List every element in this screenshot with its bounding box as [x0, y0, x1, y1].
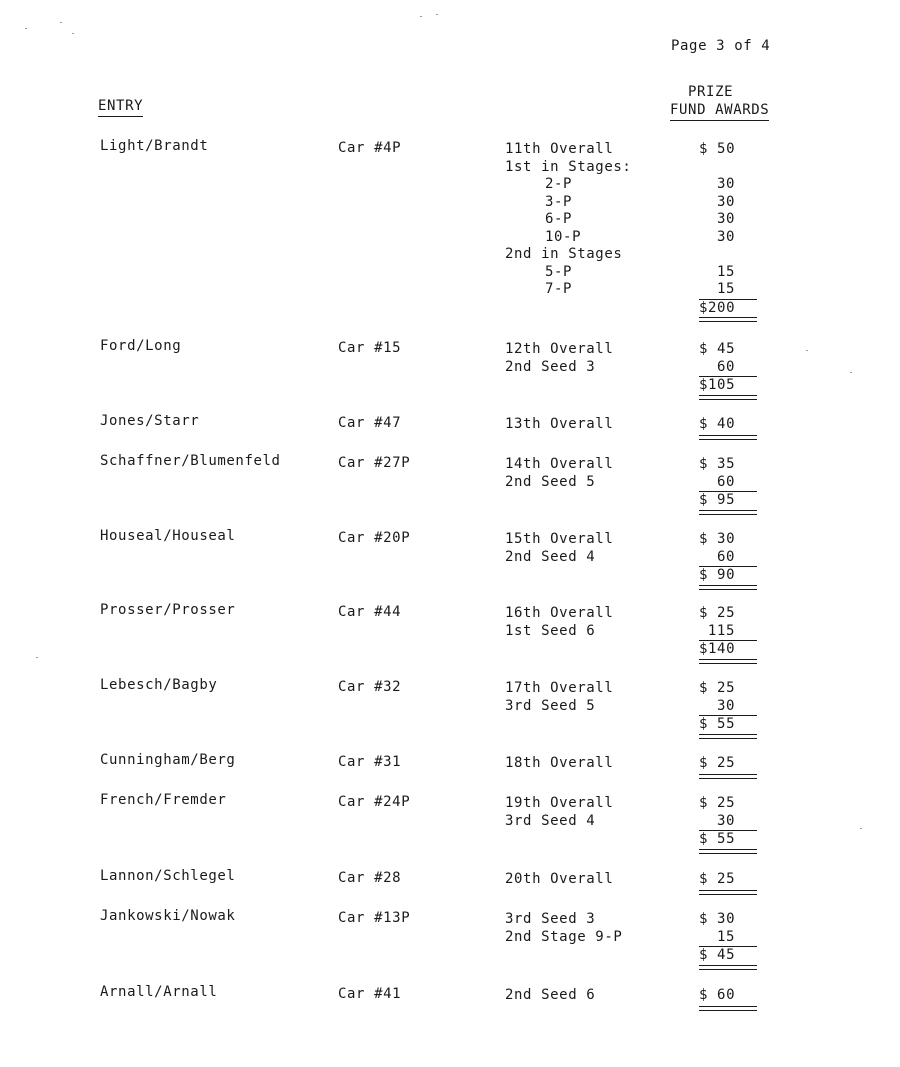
- entry-name: Lannon/Schlegel: [100, 868, 236, 884]
- award-line: 18th Overall: [505, 755, 614, 771]
- entry-name: Prosser/Prosser: [100, 602, 236, 618]
- award-line: 3-P: [545, 193, 573, 210]
- entry-name: Houseal/Houseal: [100, 528, 236, 544]
- award-total: $ 95: [699, 491, 757, 510]
- award-amounts: [699, 605, 757, 659]
- award-lines: [505, 416, 613, 434]
- entry-name: Jankowski/Nowak: [100, 908, 236, 924]
- award-line: 2-P: [545, 176, 573, 192]
- car-number: Car #27P: [338, 455, 411, 471]
- award-amounts: [699, 416, 757, 434]
- total-double-underline: [699, 659, 757, 664]
- award-amount: [699, 159, 757, 177]
- award-total: $ 25: [699, 755, 736, 771]
- award-amount: 30: [716, 193, 735, 210]
- award-amount: 30: [716, 812, 735, 829]
- award-amount: $ 25: [699, 605, 736, 621]
- award-amount: $ 30: [699, 531, 736, 547]
- award-amount: 30: [716, 697, 735, 714]
- award-line: 3rd Seed 5: [505, 697, 596, 714]
- award-lines: [505, 987, 595, 1005]
- total-double-underline: [699, 585, 757, 590]
- car-number: Car #47: [338, 415, 402, 431]
- award-total: $140: [699, 640, 757, 659]
- award-total: $ 25: [699, 871, 736, 887]
- award-amount: 30: [716, 228, 735, 245]
- scan-speck: [436, 14, 438, 15]
- entry-name: Schaffner/Blumenfeld: [100, 453, 281, 469]
- award-line: 3rd Seed 3: [505, 911, 596, 927]
- award-total: $ 55: [699, 830, 757, 849]
- scan-speck: [850, 372, 852, 373]
- car-number: Car #41: [338, 986, 402, 1002]
- scan-speck: [420, 16, 422, 17]
- scan-speck: [36, 657, 38, 658]
- award-line: 16th Overall: [505, 605, 614, 621]
- award-amounts: [699, 755, 757, 773]
- award-total: $ 55: [699, 715, 757, 734]
- award-line: 12th Overall: [505, 341, 614, 357]
- entry-name: Jones/Starr: [100, 413, 200, 429]
- entry-name: Light/Brandt: [100, 138, 209, 154]
- award-line: 11th Overall: [505, 141, 614, 157]
- award-line: 2nd Seed 5: [505, 473, 596, 490]
- entry-name: Ford/Long: [100, 338, 182, 354]
- award-amounts: [699, 141, 757, 317]
- award-amounts: [699, 456, 757, 510]
- car-number: Car #4P: [338, 140, 402, 156]
- total-double-underline: [699, 395, 757, 400]
- award-amounts: [699, 911, 757, 965]
- award-total: $ 90: [699, 566, 757, 585]
- award-line: 2nd Seed 4: [505, 548, 596, 565]
- award-line: 2nd Seed 3: [505, 358, 596, 375]
- award-amount: $ 25: [699, 680, 736, 696]
- entry-heading: ENTRY: [98, 98, 143, 117]
- award-line: 15th Overall: [505, 531, 614, 547]
- award-lines: [505, 795, 613, 830]
- award-total: $200: [699, 299, 757, 318]
- award-amount: 30: [716, 211, 735, 227]
- award-amounts: [699, 680, 757, 734]
- award-line: 19th Overall: [505, 795, 614, 811]
- award-line: 1st Seed 6: [505, 622, 596, 639]
- car-number: Car #31: [338, 754, 402, 770]
- award-amounts: [699, 795, 757, 849]
- scan-speck: [860, 828, 862, 829]
- total-double-underline: [699, 849, 757, 854]
- award-lines: [505, 680, 613, 715]
- award-line: 2nd Seed 6: [505, 987, 596, 1003]
- scan-speck: [72, 33, 74, 34]
- award-line: 14th Overall: [505, 456, 614, 472]
- award-line: 5-P: [545, 263, 573, 280]
- prize-heading-line1: PRIZE: [688, 84, 734, 100]
- entry-name: Cunningham/Berg: [100, 752, 236, 768]
- award-lines: [505, 871, 613, 889]
- award-amount: $ 50: [699, 141, 736, 157]
- car-number: Car #28: [338, 870, 402, 886]
- total-double-underline: [699, 510, 757, 515]
- award-line: 10-P: [545, 228, 582, 245]
- award-line: 20th Overall: [505, 871, 614, 887]
- car-number: Car #24P: [338, 794, 411, 810]
- award-lines: [505, 911, 622, 946]
- award-line: 17th Overall: [505, 680, 614, 696]
- entry-name: Lebesch/Bagby: [100, 677, 218, 693]
- award-amount: 60: [716, 548, 735, 565]
- award-lines: [505, 531, 613, 566]
- total-double-underline: [699, 317, 757, 322]
- award-line: 13th Overall: [505, 416, 614, 432]
- award-line: 3rd Seed 4: [505, 812, 596, 829]
- scan-speck: [25, 28, 27, 29]
- prize-heading-line2: FUND AWARDS: [670, 102, 769, 121]
- award-total: $ 40: [699, 416, 736, 432]
- award-amount: $ 30: [699, 911, 736, 927]
- award-line: 7-P: [545, 281, 573, 297]
- total-double-underline: [699, 774, 757, 779]
- entry-name: French/Fremder: [100, 792, 227, 808]
- car-number: Car #15: [338, 340, 402, 356]
- award-amount: 15: [716, 928, 735, 945]
- car-number: Car #44: [338, 604, 402, 620]
- award-amount: 115: [707, 622, 735, 639]
- award-line: 1st in Stages:: [505, 158, 632, 175]
- car-number: Car #32: [338, 679, 402, 695]
- car-number: Car #20P: [338, 530, 411, 546]
- award-amounts: [699, 531, 757, 585]
- total-double-underline: [699, 435, 757, 440]
- award-line: 6-P: [545, 211, 573, 227]
- award-amount: $ 45: [699, 341, 736, 357]
- award-amounts: [699, 987, 757, 1005]
- award-lines: [505, 456, 613, 491]
- entry-name: Arnall/Arnall: [100, 984, 218, 1000]
- award-lines: [505, 341, 613, 376]
- award-amount: 60: [716, 473, 735, 490]
- award-amount: $ 25: [699, 795, 736, 811]
- award-line: 2nd in Stages: [505, 246, 623, 262]
- total-double-underline: [699, 734, 757, 739]
- award-lines: [505, 605, 613, 640]
- award-total: $ 45: [699, 946, 757, 965]
- total-double-underline: [699, 1006, 757, 1011]
- car-number: Car #13P: [338, 910, 411, 926]
- award-lines: [505, 141, 631, 299]
- award-amount: $ 35: [699, 456, 736, 472]
- award-lines: [505, 755, 613, 773]
- award-total: $105: [699, 376, 757, 395]
- total-double-underline: [699, 890, 757, 895]
- award-amount: 15: [716, 263, 735, 280]
- page-number: Page 3 of 4: [671, 38, 771, 54]
- total-double-underline: [699, 965, 757, 970]
- scan-speck: [60, 22, 62, 23]
- award-total: $ 60: [699, 987, 736, 1003]
- award-line: 2nd Stage 9-P: [505, 928, 623, 945]
- award-amounts: [699, 341, 757, 395]
- award-amounts: [699, 871, 757, 889]
- award-amount: 60: [716, 358, 735, 375]
- award-amount: [699, 246, 757, 264]
- scan-speck: [806, 350, 808, 351]
- award-amount: 30: [716, 176, 735, 192]
- award-amount: 15: [716, 281, 735, 297]
